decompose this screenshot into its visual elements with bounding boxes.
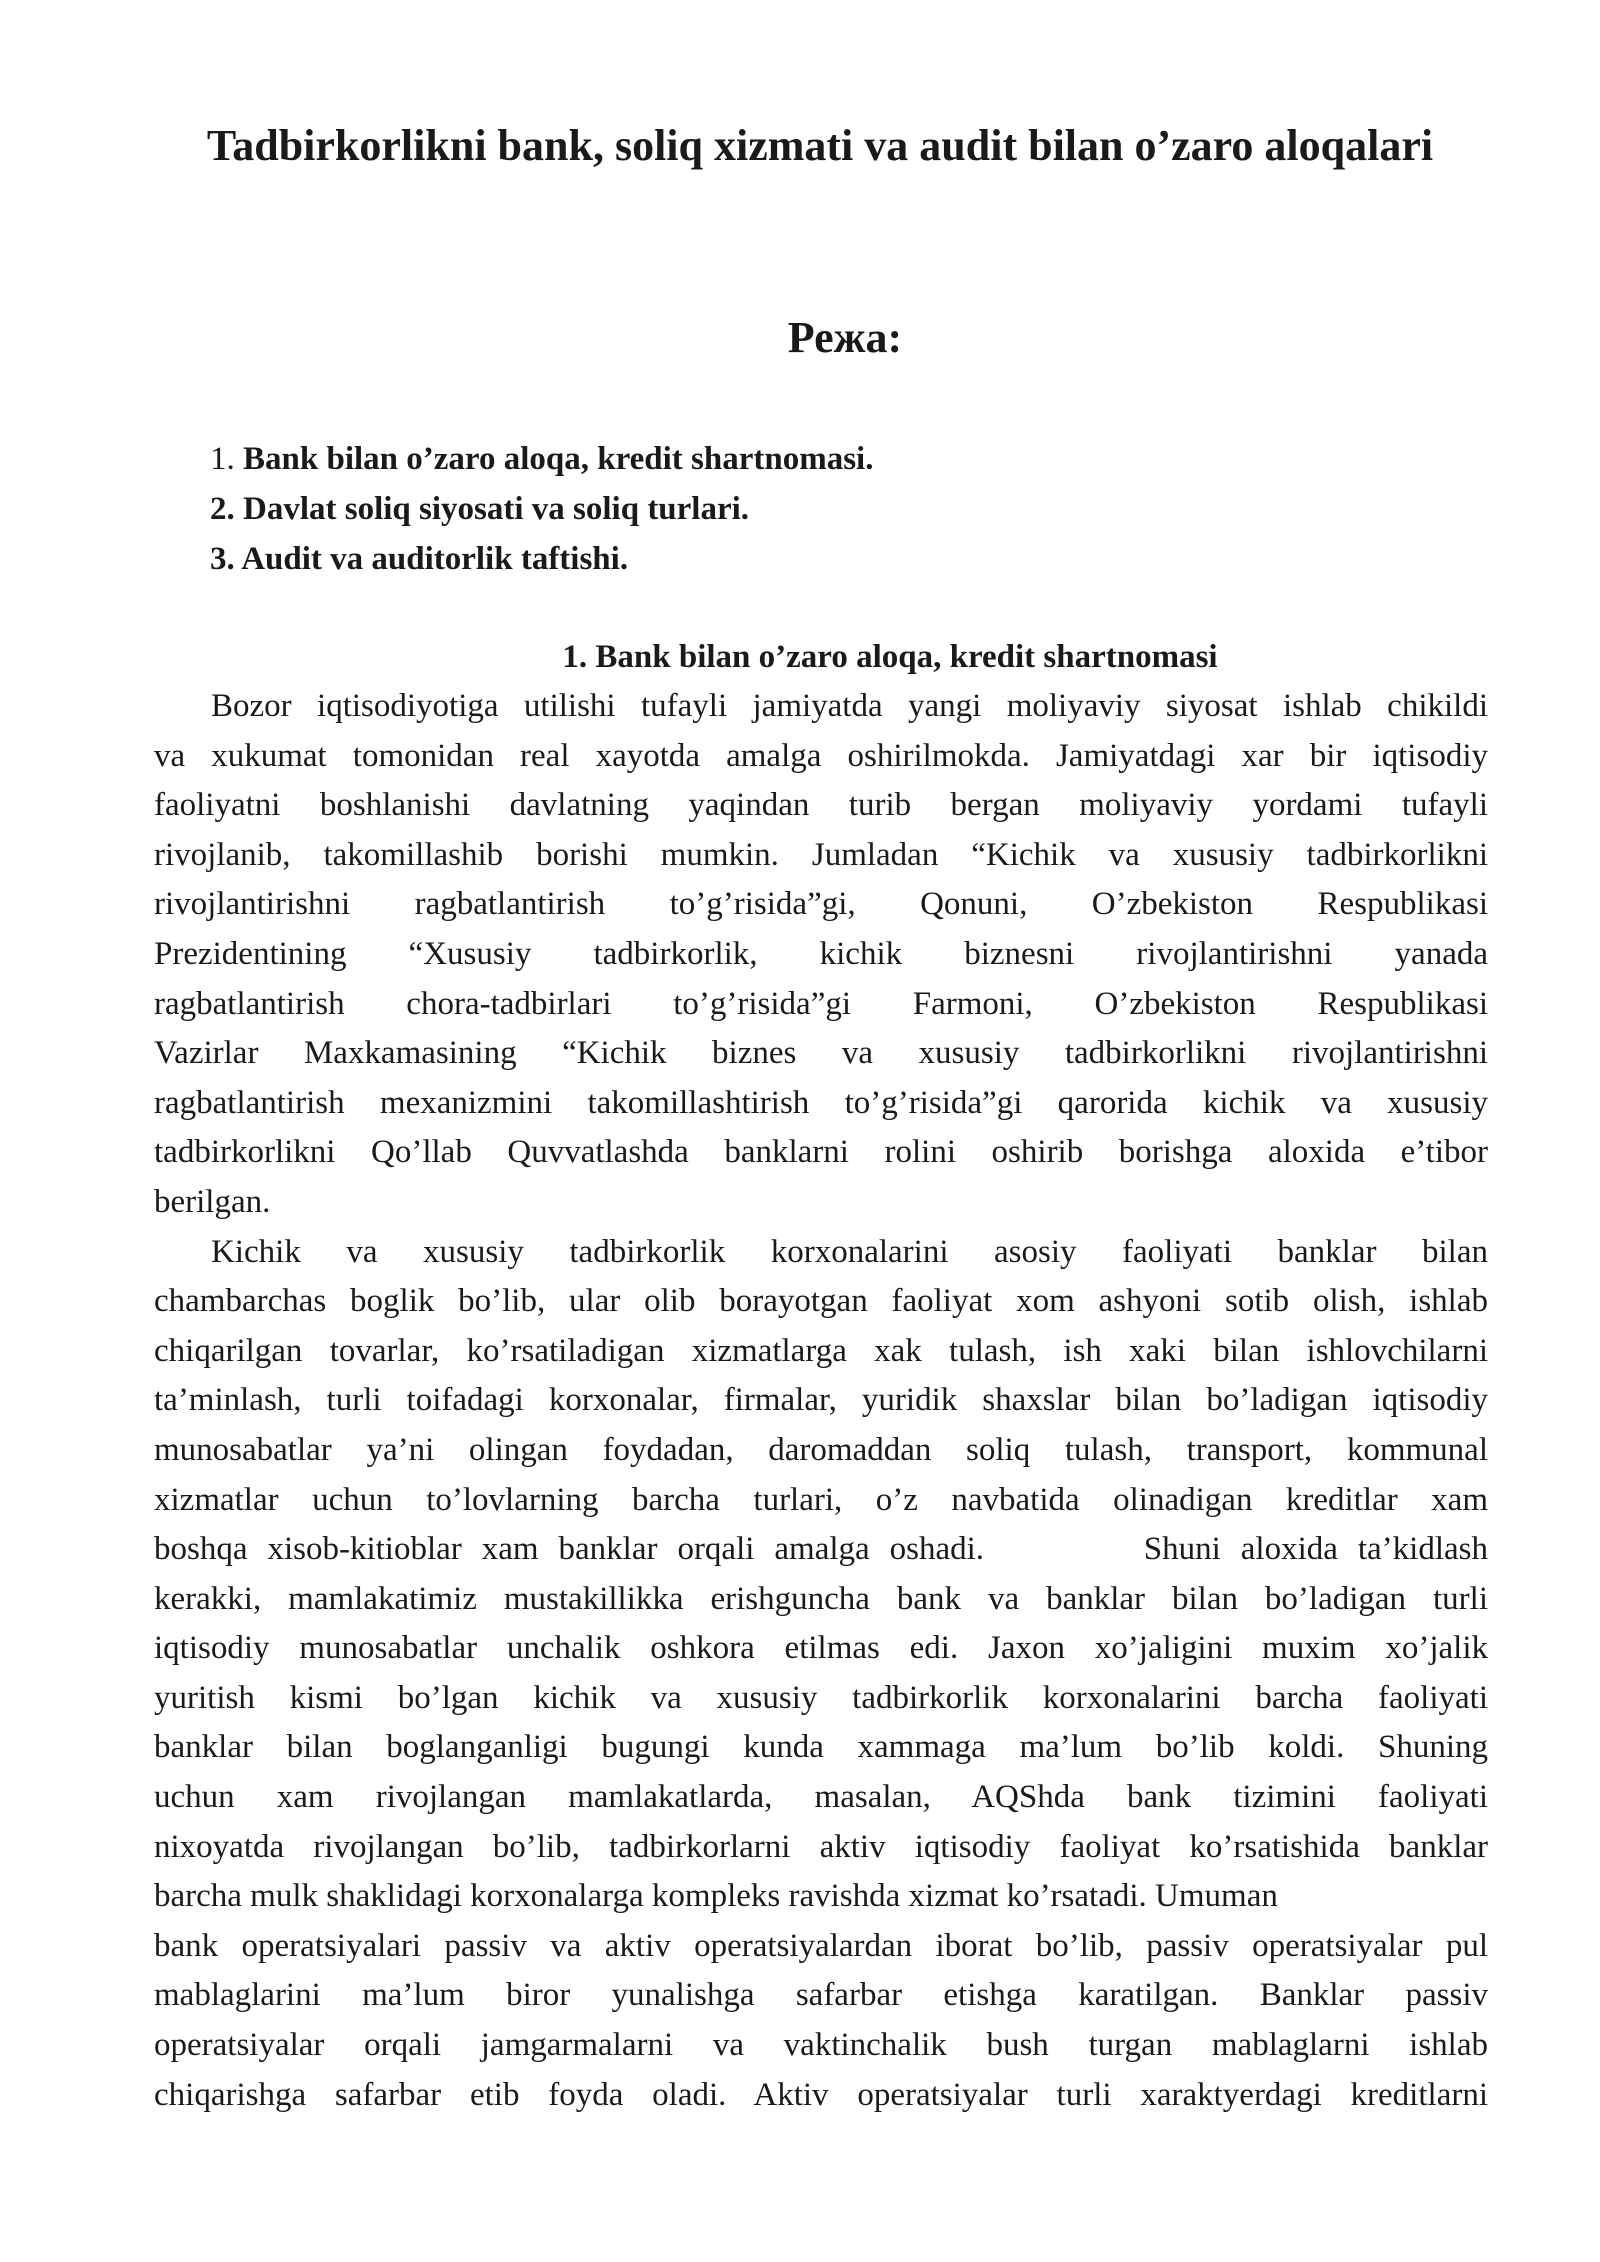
paragraph-line: Vazirlar Maxkamasining “Kichik biznes va xususiy tadbirkorlikni rivojlantirishni (154, 1035, 1488, 1072)
paragraph-line: kerakki, mamlakatimiz mustakillikka erishguncha bank va banklar bilan bo’ladigan turli (154, 1580, 1488, 1617)
paragraph-line: tadbirkorlikni Qo’llab Quvvatlashda banklarni rolini oshirib borishga aloxida e’tibor (154, 1134, 1488, 1171)
plan-item (210, 434, 873, 484)
paragraph-line: rivojlantirishni ragbatlantirish to’g’risida”gi, Qonuni, O’zbekiston Respublikasi (154, 886, 1488, 923)
plan-item-number: 3. (210, 541, 235, 577)
plan-list (210, 434, 873, 584)
paragraph-line: ragbatlantirish chora-tadbirlari to’g’risida”gi Farmoni, O’zbekiston Respublikasi (154, 985, 1488, 1022)
paragraph-line: Kichik va xususiy tadbirkorlik korxonalarini asosiy faoliyati banklar bilan (211, 1233, 1488, 1270)
paragraph-line: chiqarishga safarbar etib foyda oladi. Aktiv operatsiyalar turli xaraktyerdagi kreditlarni (154, 2076, 1488, 2113)
paragraph-line: xizmatlar uchun to’lovlarning barcha turlari, o’z navbatida olinadigan kreditlar xam (154, 1481, 1488, 1518)
paragraph-line: nixoyatda rivojlangan bo’lib, tadbirkorlarni aktiv iqtisodiy faoliyat ko’rsatishida banklar (154, 1828, 1488, 1865)
plan-item-number: 1. (210, 441, 235, 477)
paragraph-line: ragbatlantirish mexanizmini takomillashtirish to’g’risida”gi qarorida kichik va xususiy (154, 1084, 1488, 1121)
plan-item-number: 2. (210, 491, 235, 527)
section-body (154, 682, 1488, 2120)
plan-item-text: Audit va auditorlik taftishi. (241, 541, 629, 577)
paragraph-line: barcha mulk shaklidagi korxonalarga kompleks ravishda xizmat ko’rsatadi. Umuman (154, 1878, 1278, 1915)
paragraph-line: Prezidentining “Xususiy tadbirkorlik, kichik biznesni rivojlantirishni yanada (154, 935, 1488, 972)
paragraph-line: uchun xam rivojlangan mamlakatlarda, masalan, AQShda bank tizimini faoliyati (154, 1779, 1488, 1816)
paragraph-line: iqtisodiy munosabatlar unchalik oshkora etilmas edi. Jaxon xo’jaligini muxim xo’jalik (154, 1630, 1488, 1667)
plan-item-text: Davlat soliq siyosati va soliq turlari. (243, 491, 750, 527)
plan-item-text: Bank bilan o’zaro aloqa, kredit shartnomasi. (243, 441, 874, 477)
paragraph-line: banklar bilan boglanganligi bugungi kunda xammaga ma’lum bo’lib koldi. Shuning (154, 1729, 1488, 1766)
paragraph-line: chiqarilgan tovarlar, ko’rsatiladigan xizmatlarga xak tulash, ish xaki bilan ishlovchilarni (154, 1332, 1488, 1369)
paragraph-line: bank operatsiyalari passiv va aktiv operatsiyalardan iborat bo’lib, passiv operatsiyalar pul (154, 1927, 1488, 1964)
plan-heading: Режа: (787, 313, 903, 362)
paragraph-line: berilgan. (154, 1183, 271, 1220)
paragraph-line: rivojlanib, takomillashib borishi mumkin. Jumladan “Kichik va xususiy tadbirkorlikni (154, 836, 1488, 873)
paragraph-line: va xukumat tomonidan real xayotda amalga oshirilmokda. Jamiyatdagi xar bir iqtisodiy (154, 737, 1488, 774)
paragraph-line: mablaglarini ma’lum biror yunalishga safarbar etishga karatilgan. Banklar passiv (154, 1977, 1488, 2014)
plan-item (210, 534, 873, 584)
plan-item (210, 484, 873, 534)
paragraph-line: Bozor iqtisodiyotiga utilishi tufayli jamiyatda yangi moliyaviy siyosat ishlab chikildi (211, 688, 1488, 724)
paragraph-line: munosabatlar ya’ni olingan foydadan, daromaddan soliq tulash, transport, kommunal (154, 1431, 1488, 1468)
paragraph-line: faoliyatni boshlanishi davlatning yaqindan turib bergan moliyaviy yordami tufayli (154, 787, 1488, 824)
paragraph-line: operatsiyalar orqali jamgarmalarni va vaktinchalik bush turgan mablaglarni ishlab (154, 2027, 1488, 2064)
section-heading: 1. Bank bilan o’zaro aloqa, kredit shartnomasi (562, 639, 1218, 675)
paragraph-line: yuritish kismi bo’lgan kichik va xususiy tadbirkorlik korxonalarini barcha faoliyati (154, 1679, 1488, 1716)
paragraph-line: chambarchas boglik bo’lib, ular olib borayotgan faoliyat xom ashyoni sotib olish, ishlab (154, 1283, 1488, 1320)
paragraph-line: boshqa xisob-kitioblar xam banklar orqali amalga oshadi. Shuni aloxida ta’kidlash (154, 1531, 1488, 1568)
paragraph-line: ta’minlash, turli toifadagi korxonalar, firmalar, yuridik shaxslar bilan bo’ladigan iqtisodiy (154, 1382, 1488, 1419)
document-title: Tadbirkorlikni bank, soliq xizmati va audit bilan o’zaro aloqalari (206, 121, 1434, 170)
